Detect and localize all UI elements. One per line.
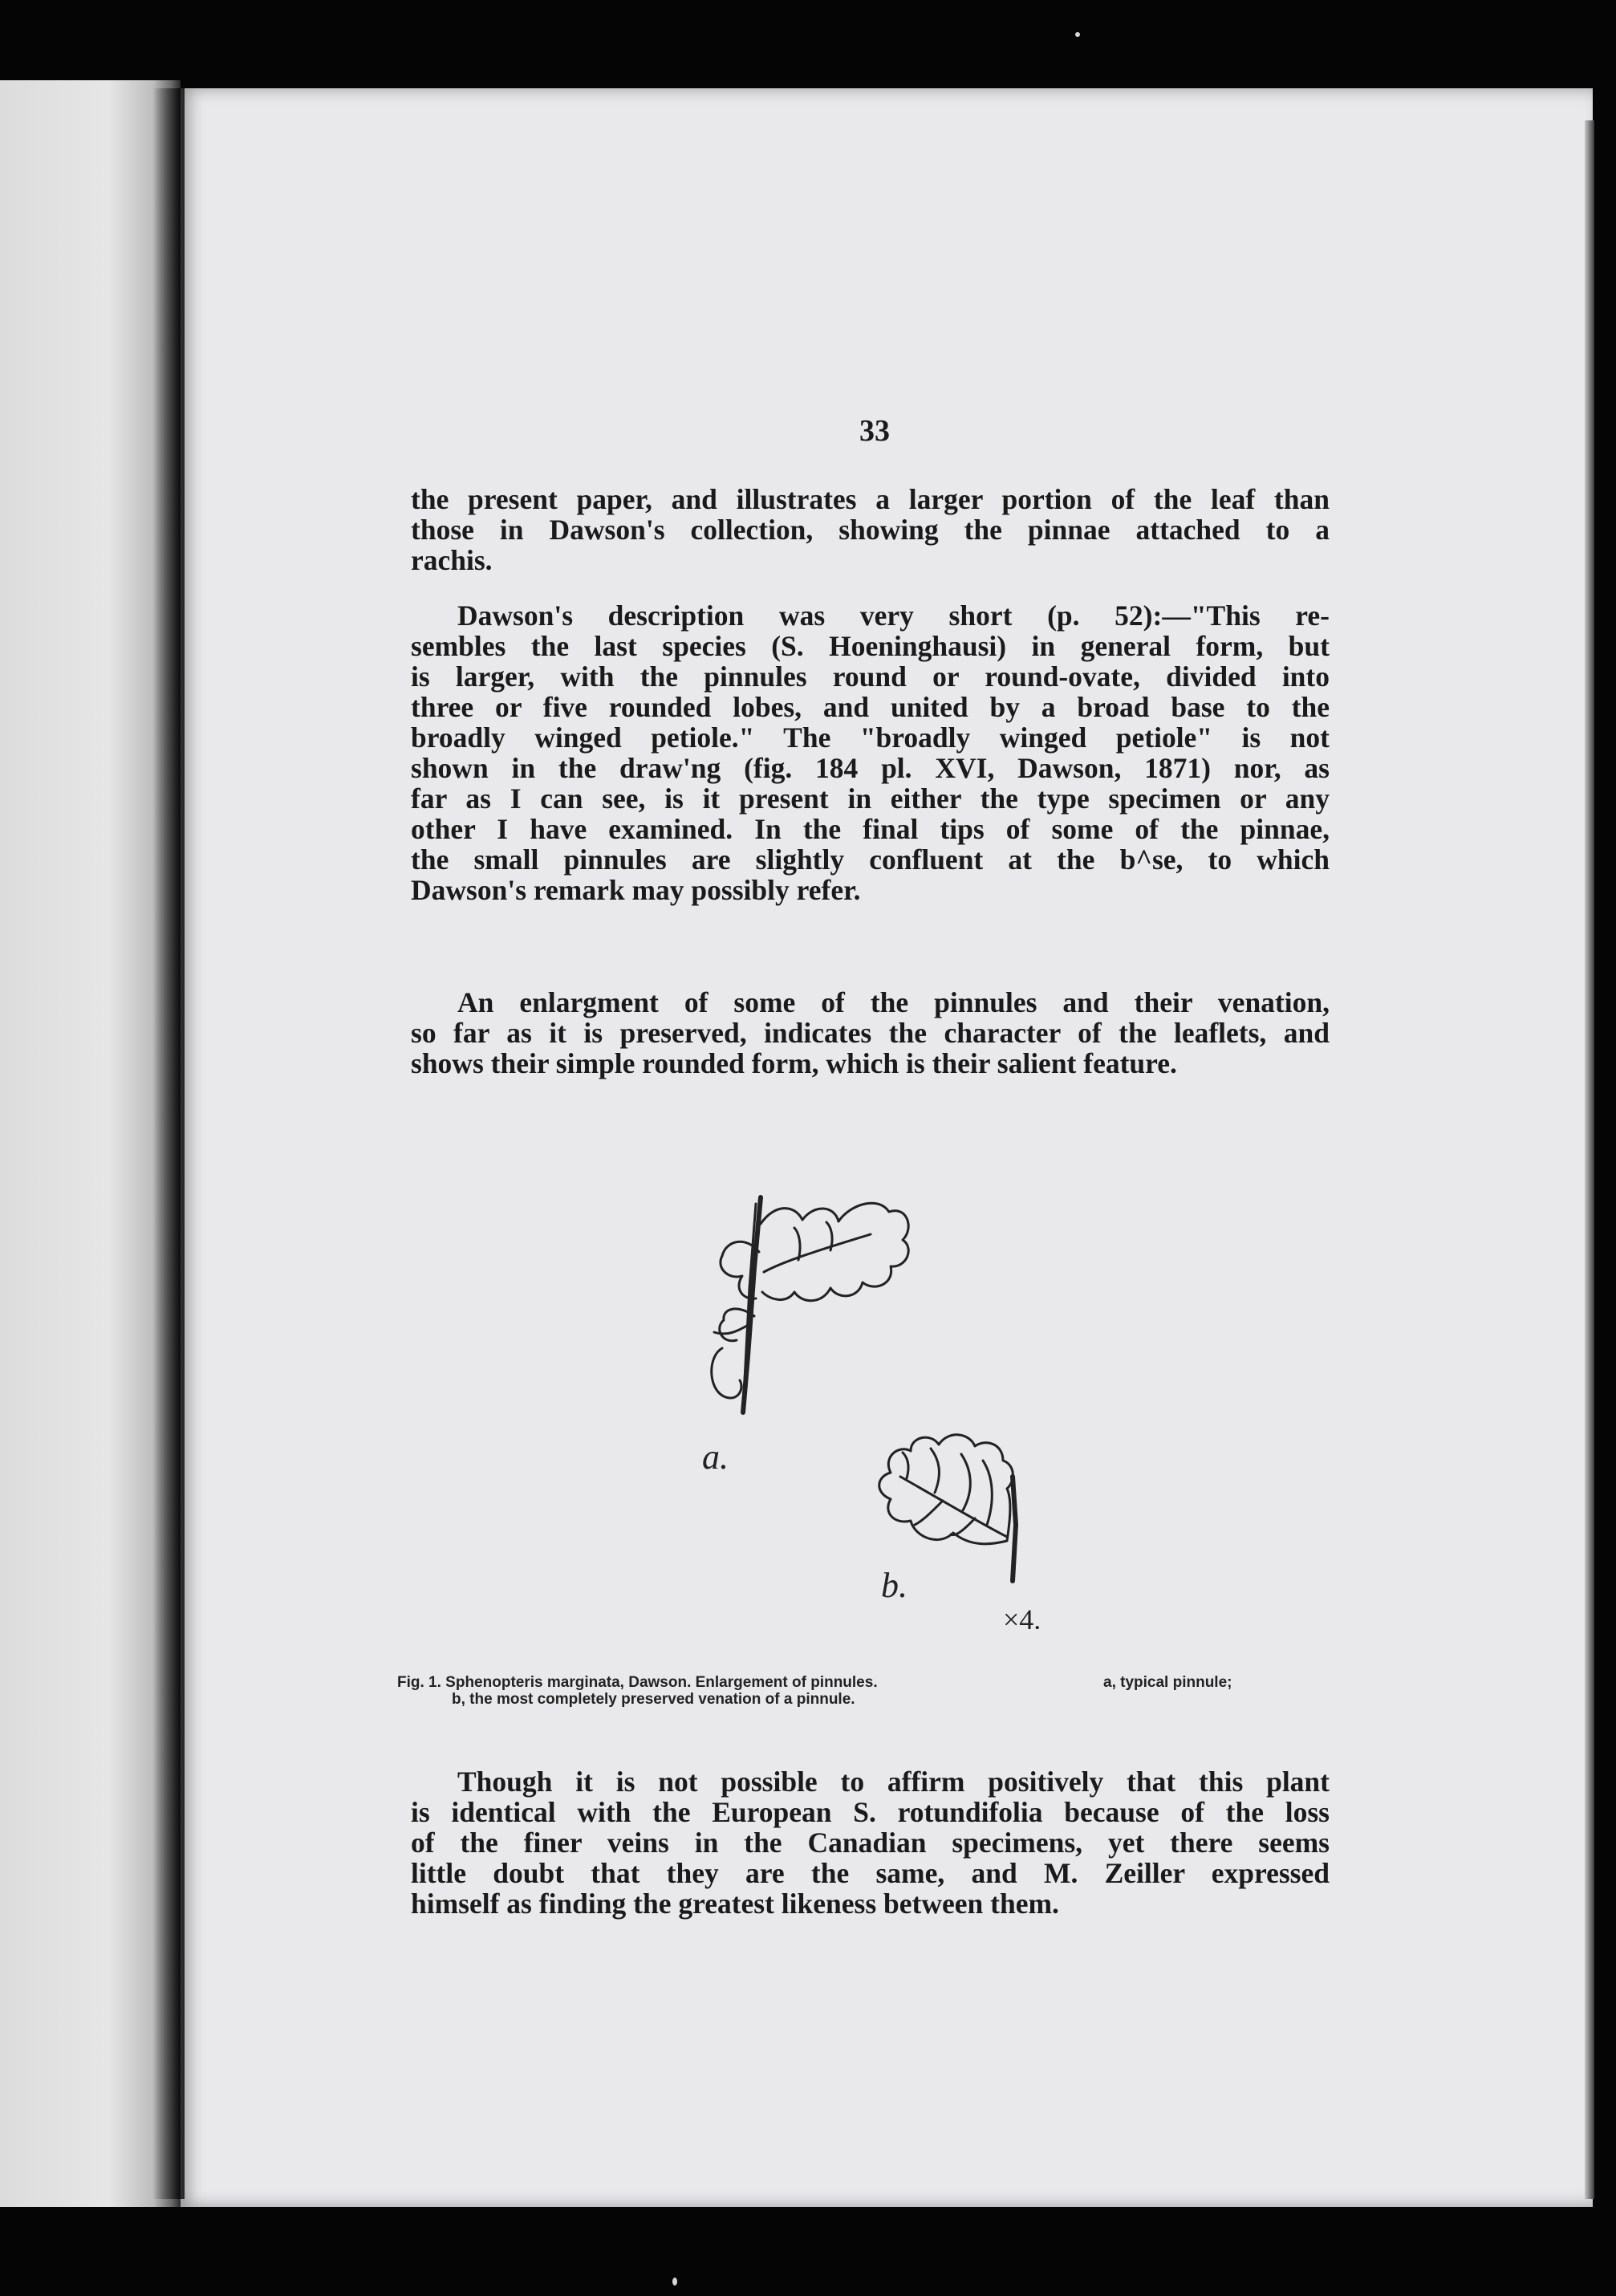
figure-caption xyxy=(397,1674,1280,1708)
pinnule-drawing-b xyxy=(879,1435,1016,1581)
spine-shadow xyxy=(152,88,185,2199)
text-line: shown in the draw'ng (fig. 184 pl. XVI, Dawson, 1871) nor, as xyxy=(411,752,1330,784)
figure-label-a: a. xyxy=(702,1437,729,1477)
text-line: far as I can see, is it present in either the type specimen or any xyxy=(411,782,1330,815)
magnification-label: ×4. xyxy=(1003,1603,1041,1629)
text-line: sembles the last species (S. Hoeninghausi) in general form, but xyxy=(411,630,1330,662)
text-line: little doubt that they are the same, and M. Zeiller expressed xyxy=(411,1857,1330,1889)
paragraph-1 xyxy=(411,484,1330,575)
right-page-edge xyxy=(1585,120,1594,2199)
text-line: the present paper, and illustrates a larger portion of the leaf than xyxy=(411,483,1330,515)
text-line: himself as finding the greatest likeness between them. xyxy=(411,1888,1059,1920)
paragraph-2 xyxy=(411,600,1330,905)
text-line: of the finer veins in the Canadian specimens, yet there seems xyxy=(411,1827,1330,1859)
text-line: Dawson's description was very short (p. 52):—"This re- xyxy=(457,599,1330,632)
pinnule-drawing-a xyxy=(712,1197,908,1412)
caption-line-1-right: a, typical pinnule; xyxy=(1103,1674,1232,1691)
dust-speck xyxy=(1075,32,1080,37)
figure-label-b: b. xyxy=(881,1566,907,1605)
caption-line-2: b, the most completely preserved venation of a pinnule. xyxy=(452,1691,855,1708)
text-line: those in Dawson's collection, showing the pinnae attached to a xyxy=(411,514,1330,546)
pinnule-figure xyxy=(666,1148,1115,1629)
text-line: other I have examined. In the final tips of some of the pinnae, xyxy=(411,813,1330,845)
text-line: Dawson's remark may possibly refer. xyxy=(411,874,861,906)
paragraph-3 xyxy=(411,987,1330,1079)
text-line: the small pinnules are slightly confluent at the b^se, to which xyxy=(411,843,1330,876)
text-line: is larger, with the pinnules round or round-ovate, divided into xyxy=(411,660,1330,693)
text-line: shows their simple rounded form, which is their salient feature. xyxy=(411,1047,1177,1079)
page-number: 33 xyxy=(859,414,890,448)
text-line: An enlargment of some of the pinnules and their venation, xyxy=(457,986,1330,1018)
text-line: rachis. xyxy=(411,544,493,576)
text-line: so far as it is preserved, indicates the character of the leaflets, and xyxy=(411,1017,1330,1049)
dust-speck xyxy=(672,2278,677,2286)
text-line: broadly winged petiole." The "broadly winged petiole" is not xyxy=(411,721,1330,754)
text-line: three or five rounded lobes, and united by a broad base to the xyxy=(411,691,1330,723)
text-line: Though it is not possible to affirm positively that this plant xyxy=(457,1766,1330,1798)
text-line: is identical with the European S. rotundifolia because of the loss xyxy=(411,1796,1330,1828)
paragraph-4 xyxy=(411,1766,1330,1919)
caption-line-1: Fig. 1. Sphenopteris marginata, Dawson. Enlargement of pinnules. xyxy=(397,1674,878,1691)
